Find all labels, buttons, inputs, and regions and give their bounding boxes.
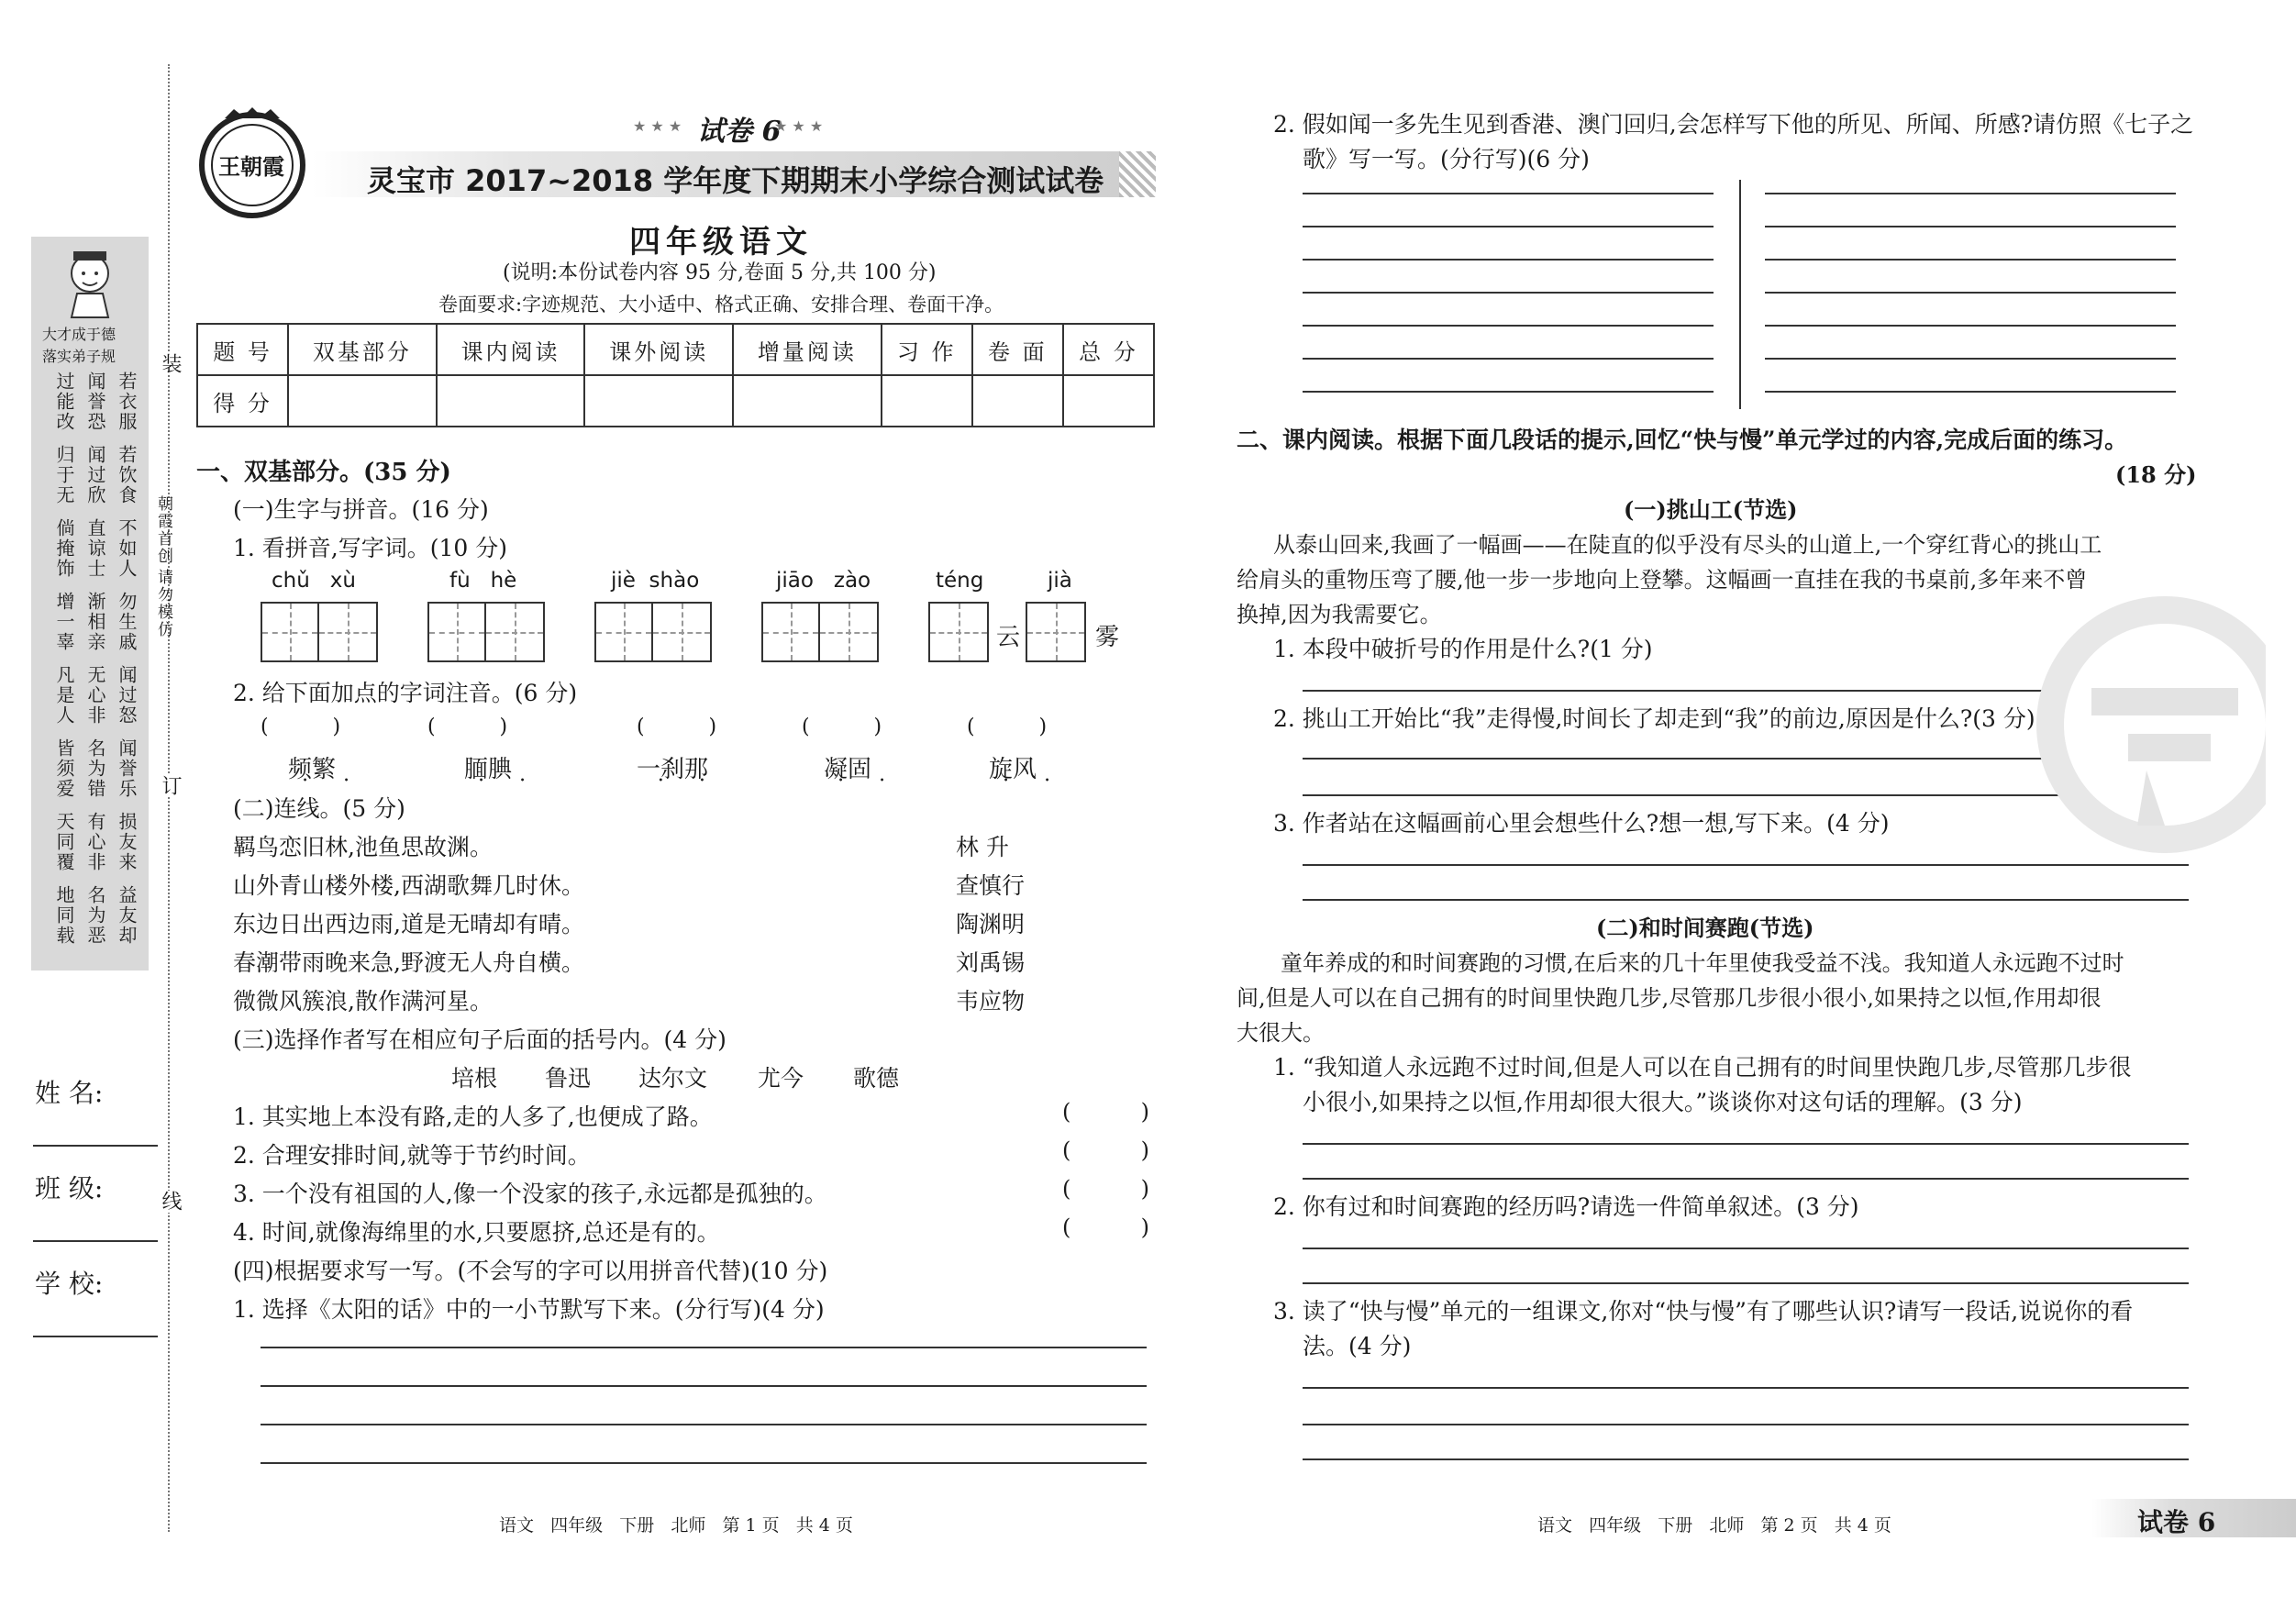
poem-5: 微微风簇浪,散作满河星。: [233, 988, 493, 1015]
char-grid-1[interactable]: [261, 602, 378, 662]
author-3: 达尔文: [638, 1065, 708, 1092]
r2-question-1-b: 小很小,如果持之以恒,作用却很大很大。”谈谈你对这句话的理解。(3 分): [1303, 1089, 2023, 1115]
logo-text: 王朝霞: [218, 153, 284, 180]
poem-4: 春潮带雨晚来急,野渡无人舟自横。: [233, 949, 584, 976]
quote-4: 4. 时间,就像海绵里的水,只要愿挤,总还是有的。: [233, 1219, 720, 1246]
seal-mid-1: 朝霞首创: [154, 495, 172, 565]
answer-line[interactable]: [1303, 193, 1714, 194]
sidebar-verse: 直谅士: [84, 518, 106, 579]
sidebar-verse: 损友来: [116, 812, 138, 872]
dot-word-4: 凝固 • •: [824, 750, 871, 784]
seal-char-3: 线: [159, 1191, 182, 1213]
poet-1[interactable]: 林 升: [956, 834, 1009, 860]
answer-line[interactable]: [1303, 358, 1714, 360]
reading-1-text-1: 从泰山回来,我画了一幅画——在陡直的似乎没有尽头的山道上,一个穿红背心的挑山工: [1273, 532, 2102, 558]
r2-question-3-b: 法。(4 分): [1303, 1333, 1412, 1359]
class-label: 班 级:: [35, 1173, 104, 1203]
score-input-cell[interactable]: [288, 375, 437, 427]
name-field[interactable]: [33, 1145, 158, 1147]
section-2-title: 二、课内阅读。根据下面几段话的提示,回忆“快与慢”单元学过的内容,完成后面的练习。: [1237, 427, 2128, 453]
paren-1[interactable]: ( ): [261, 715, 341, 738]
quote-1: 1. 其实地上本没有路,走的人多了,也便成了路。: [233, 1103, 713, 1130]
left-footer: 语文 四年级 下册 北师 第 1 页 共 4 页: [499, 1515, 853, 1536]
part-2-title: (二)连线。(5 分): [233, 795, 405, 822]
seal-char-1: 装: [159, 353, 182, 375]
answer-line[interactable]: [1303, 259, 1714, 261]
school-label: 学 校:: [35, 1269, 104, 1299]
answer-line[interactable]: [1303, 1458, 2189, 1460]
score-header-cell: 总 分: [1063, 324, 1154, 375]
author-4: 尤今: [758, 1065, 804, 1092]
sidebar-verse: 皆须爱: [53, 738, 75, 799]
answer-line[interactable]: [1303, 1282, 2189, 1284]
score-input-cell[interactable]: [437, 375, 585, 427]
dot-word-5: 旋风 • •: [989, 750, 1037, 784]
bracket-4[interactable]: ( ): [1062, 1214, 1150, 1240]
score-header-cell: 双基部分: [288, 324, 437, 375]
sidebar-verse: 无心非: [84, 665, 106, 726]
p4-q2-line2: 歌》写一写。(分行写)(6 分): [1303, 146, 1590, 172]
sidebar-verse: 闻誉乐: [116, 738, 138, 799]
part-3-title: (三)选择作者写在相应句子后面的括号内。(4 分): [233, 1026, 727, 1053]
score-input-cell[interactable]: [733, 375, 882, 427]
column-divider: [1739, 180, 1741, 409]
answer-line[interactable]: [1303, 391, 1714, 393]
dot-word-1: 频繁 • •: [288, 750, 336, 784]
char-grid-5[interactable]: [928, 602, 989, 662]
exam-tag: 试卷 6: [697, 116, 782, 148]
paren-4[interactable]: ( ): [802, 715, 882, 738]
answer-line[interactable]: [1303, 1178, 2189, 1180]
sidebar-verse: 闻过怒: [116, 665, 138, 726]
answer-line[interactable]: [1303, 1424, 2189, 1425]
author-1: 培根: [451, 1065, 498, 1092]
seal-char-2: 订: [159, 775, 182, 797]
reading-1-title: (一)挑山工(节选): [1624, 496, 1798, 523]
answer-line[interactable]: [1765, 325, 2176, 327]
score-input-cell[interactable]: [882, 375, 972, 427]
sidebar-verse: 有心非: [84, 812, 106, 872]
sidebar-verse: 不如人: [116, 518, 138, 579]
sidebar-verse: 地同载: [53, 885, 75, 946]
reading-2-text-1: 童年养成的和时间赛跑的习惯,在后来的几十年里使我受益不浅。我知道人永远跑不过时: [1281, 950, 2124, 976]
score-header-cell: 卷 面: [972, 324, 1063, 375]
sidebar-verse: 过能改: [53, 372, 75, 432]
score-header-cell: 习 作: [882, 324, 972, 375]
quote-2: 2. 合理安排时间,就等于节约时间。: [233, 1142, 591, 1169]
name-label: 姓 名:: [35, 1078, 104, 1108]
answer-line[interactable]: [261, 1347, 1147, 1348]
part-1-title: (一)生字与拼音。(16 分): [233, 496, 489, 523]
school-field[interactable]: [33, 1336, 158, 1337]
char-grid-2[interactable]: [427, 602, 545, 662]
star-deco-left: ★ ★ ★: [633, 117, 682, 135]
paren-2[interactable]: ( ): [427, 715, 508, 738]
poem-2: 山外青山楼外楼,西湖歌舞几时休。: [233, 872, 584, 899]
sidebar-verse: 天同覆: [53, 812, 75, 872]
sidebar-verse: 若衣服: [116, 372, 138, 432]
sidebar-verse: 名为恶: [84, 885, 106, 946]
word-wu: 雾: [1095, 624, 1120, 651]
part-1-q1: 1. 看拼音,写字词。(10 分): [233, 535, 508, 561]
quote-3: 3. 一个没有祖国的人,像一个没家的孩子,永远都是孤独的。: [233, 1181, 827, 1207]
p4-q2-line1: 2. 假如闻一多先生见到香港、澳门回归,会怎样写下他的所见、所闻、所感?请仿照《七子之: [1273, 111, 2194, 138]
answer-line[interactable]: [1303, 292, 1714, 294]
part-4-title: (四)根据要求写一写。(不会写的字可以用拼音代替)(10 分): [233, 1258, 828, 1284]
sidebar-verse: 渐相亲: [84, 592, 106, 652]
footer-exam-tag: 试卷 6: [2137, 1507, 2216, 1537]
sidebar-verse: 闻过欣: [84, 445, 106, 505]
right-footer: 语文 四年级 下册 北师 第 2 页 共 4 页: [1537, 1515, 1891, 1536]
answer-line[interactable]: [1765, 391, 2176, 393]
exam-title: 灵宝市 2017~2018 学年度下期期末小学综合测试试卷: [367, 163, 1104, 198]
reading-1-text-3: 换掉,因为我需要它。: [1237, 602, 1442, 627]
poet-3[interactable]: 陶渊明: [956, 911, 1026, 937]
author-5: 歌德: [853, 1065, 900, 1092]
answer-line[interactable]: [1303, 226, 1714, 227]
class-field[interactable]: [33, 1240, 158, 1242]
answer-line[interactable]: [1303, 1248, 2189, 1249]
sidebar-verse: 若饮食: [116, 445, 138, 505]
sidebar-verse: 归于无: [53, 445, 75, 505]
char-grid-4[interactable]: [761, 602, 879, 662]
pinyin-4: jiāo zào: [776, 569, 871, 593]
answer-line[interactable]: [1303, 1387, 2189, 1389]
r1-question-3: 3. 作者站在这幅画前心里会想些什么?想一想,写下来。(4 分): [1273, 810, 1890, 837]
bracket-3[interactable]: ( ): [1062, 1176, 1150, 1202]
answer-line[interactable]: [1303, 899, 2189, 901]
pinyin-3: jiè shào: [611, 569, 700, 593]
sidebar-verses: [44, 372, 145, 946]
reading-2-text-2: 间,但是人可以在自己拥有的时间里快跑几步,尽管那几步很小很小,如果持之以恒,作用却很: [1237, 985, 2102, 1011]
subject-title: 四年级语文: [629, 224, 813, 261]
part-1-q2: 2. 给下面加点的字词注音。(6 分): [233, 680, 578, 706]
poet-2[interactable]: 查慎行: [956, 872, 1026, 899]
r2-question-3-a: 3. 读了“快与慢”单元的一组课文,你对“快与慢”有了哪些认识?请写一段话,说说你的看: [1273, 1298, 2134, 1325]
exam-note: (说明:本份试卷内容 95 分,卷面 5 分,共 100 分): [503, 261, 937, 284]
answer-line[interactable]: [1765, 259, 2176, 261]
score-input-cell[interactable]: [584, 375, 733, 427]
answer-line[interactable]: [1303, 864, 2189, 866]
sidebar-verse: 凡是人: [53, 665, 75, 726]
reading-2-title: (二)和时间赛跑(节选): [1596, 915, 1814, 941]
pinyin-1: chǔ xù: [272, 569, 356, 593]
r2-question-2: 2. 你有过和时间赛跑的经历吗?请选一件简单叙述。(3 分): [1273, 1193, 1859, 1220]
r1-question-2: 2. 挑山工开始比“我”走得慢,时间长了却走到“我”的前边,原因是什么?(3 分): [1273, 705, 2035, 732]
seal-mid-2: 请勿模仿: [154, 569, 172, 638]
dot-word-3: 一刹那 • •: [637, 750, 708, 784]
poem-3: 东边日出西边雨,道是无晴却有晴。: [233, 911, 584, 937]
part-4-q1: 1. 选择《太阳的话》中的一小节默写下来。(分行写)(4 分): [233, 1296, 825, 1323]
char-grid-3[interactable]: [594, 602, 712, 662]
poem-1: 羁鸟恋旧林,池鱼思故渊。: [233, 834, 493, 860]
answer-line[interactable]: [1303, 1143, 2189, 1145]
score-header-cell: 增量阅读: [733, 324, 882, 375]
score-label-cell: 得 分: [197, 375, 288, 427]
paren-3[interactable]: ( ): [637, 715, 717, 738]
dot-word-2: 腼腆 • •: [464, 750, 512, 784]
answer-line[interactable]: [1765, 193, 2176, 194]
sidebar-verse: 倘掩饰: [53, 518, 75, 579]
r2-question-1-a: 1. “我知道人永远跑不过时间,但是人可以在自己拥有的时间里快跑几步,尽管那几步很: [1273, 1054, 2132, 1081]
title-band-dots: [1119, 151, 1156, 197]
answer-line[interactable]: [261, 1424, 1147, 1425]
pinyin-2: fù hè: [449, 569, 517, 593]
poet-5[interactable]: 韦应物: [956, 988, 1026, 1015]
score-table: [196, 323, 1155, 427]
sidebar-verse: 增一辜: [53, 592, 75, 652]
sidebar-verse: 益友却: [116, 885, 138, 946]
author-2: 鲁迅: [545, 1065, 592, 1092]
section-2-score: (18 分): [2115, 461, 2197, 488]
cartoon-figure: [53, 246, 127, 319]
watermark-seal: [2027, 587, 2266, 862]
reading-2-text-3: 大很大。: [1237, 1020, 1325, 1046]
bracket-2[interactable]: ( ): [1062, 1137, 1150, 1163]
answer-line[interactable]: [261, 1462, 1147, 1464]
star-deco-right: ★ ★ ★: [774, 117, 824, 135]
sidebar-motto-2: 落实弟子规: [42, 348, 116, 365]
answer-line[interactable]: [1765, 358, 2176, 360]
sidebar-verse: 闻誉恐: [84, 372, 106, 432]
section-1-title: 一、双基部分。(35 分): [196, 459, 451, 486]
score-header-cell: 题 号: [197, 324, 288, 375]
sidebar-verse: 勿生戚: [116, 592, 138, 652]
paren-5[interactable]: ( ): [967, 715, 1048, 738]
answer-line[interactable]: [1765, 226, 2176, 227]
answer-line[interactable]: [1303, 325, 1714, 327]
char-grid-6[interactable]: [1026, 602, 1086, 662]
score-header-cell: 课外阅读: [584, 324, 733, 375]
word-yun: 云: [996, 624, 1021, 651]
pinyin-6: jià: [1048, 569, 1072, 593]
poet-4[interactable]: 刘禹锡: [956, 949, 1026, 976]
reading-1-text-2: 给肩头的重物压弯了腰,他一步一步地向上登攀。这幅画一直挂在我的书桌前,多年来不曾: [1237, 567, 2088, 593]
answer-line[interactable]: [1765, 292, 2176, 294]
sidebar-motto-1: 大才成于德: [42, 326, 116, 343]
score-input-cell[interactable]: [972, 375, 1063, 427]
sidebar-verse: 名为错: [84, 738, 106, 799]
exam-requirement: 卷面要求:字迹规范、大小适中、格式正确、安排合理、卷面干净。: [438, 294, 1004, 316]
score-header-cell: 课内阅读: [437, 324, 585, 375]
score-input-cell[interactable]: [1063, 375, 1154, 427]
r1-question-1: 1. 本段中破折号的作用是什么?(1 分): [1273, 636, 1653, 662]
pinyin-5: téng: [936, 569, 984, 593]
bracket-1[interactable]: ( ): [1062, 1099, 1150, 1125]
answer-line[interactable]: [261, 1385, 1147, 1387]
dotted-fold-line: [168, 64, 170, 1532]
